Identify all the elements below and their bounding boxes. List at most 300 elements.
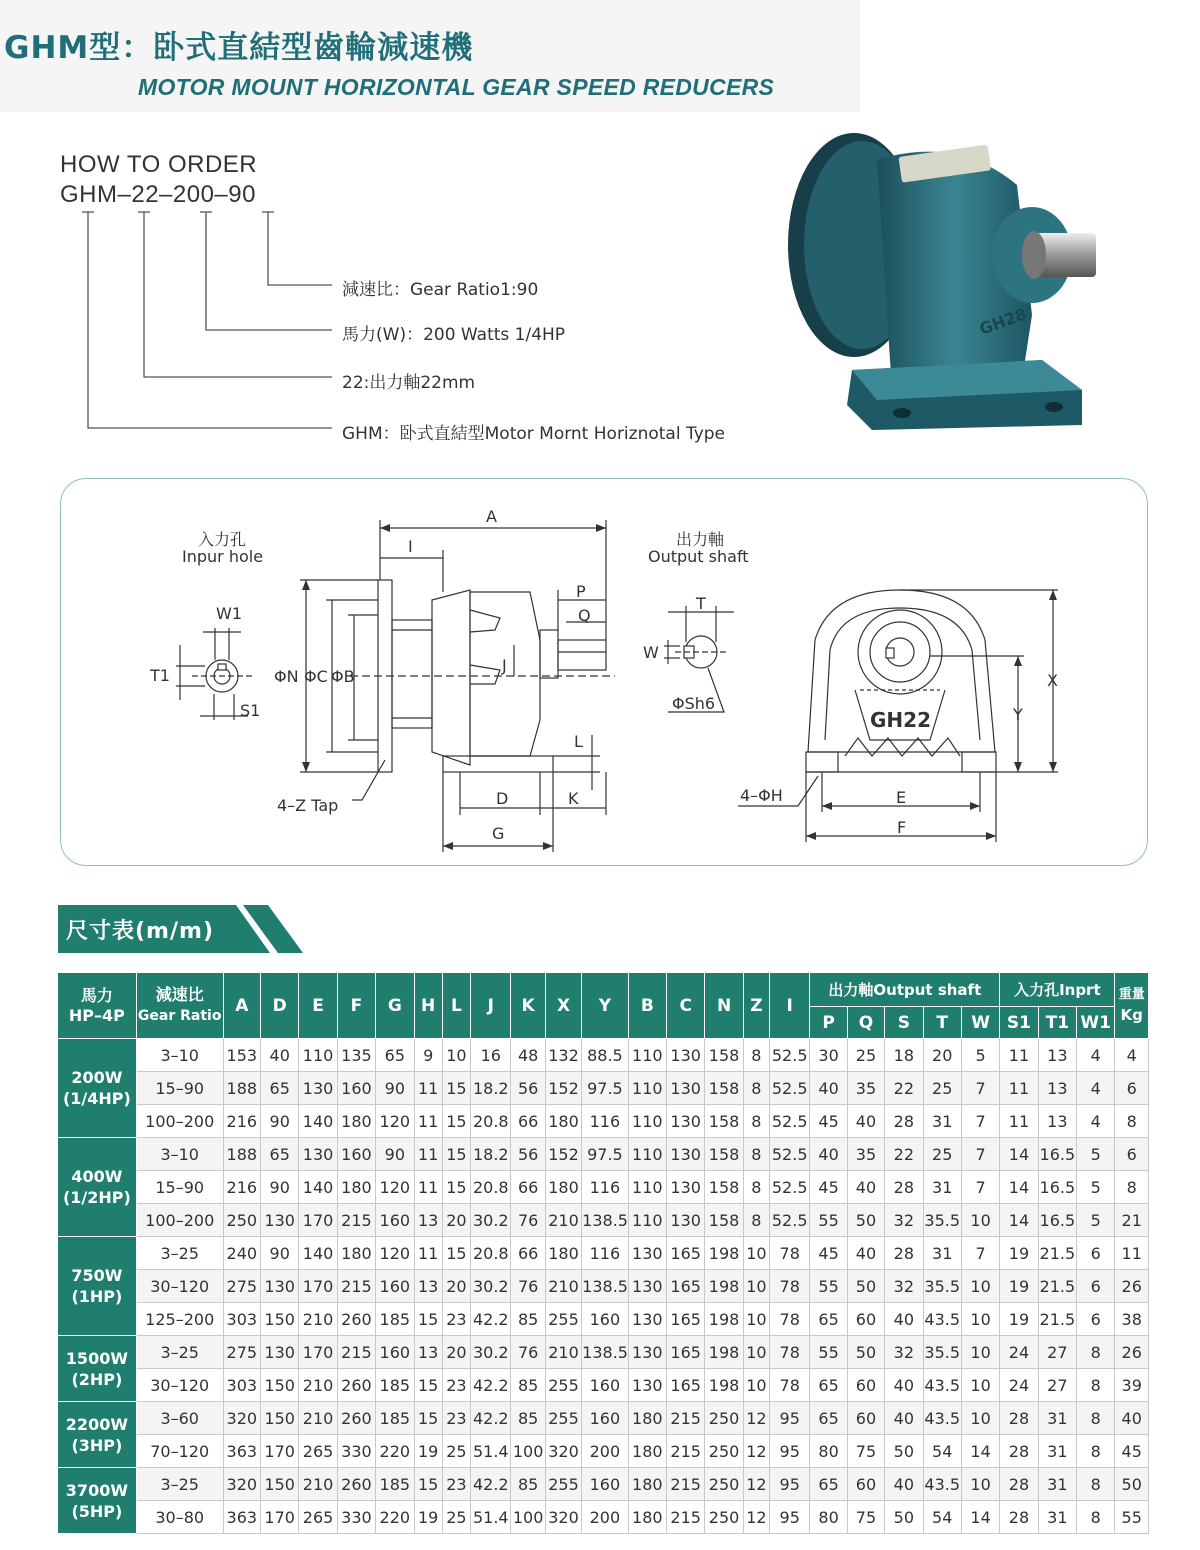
table-cell: 110 xyxy=(628,1105,666,1138)
table-cell: 180 xyxy=(337,1237,375,1270)
table-cell: 14 xyxy=(961,1435,999,1468)
table-cell: 38 xyxy=(1115,1303,1149,1336)
table-cell: 170 xyxy=(299,1270,337,1303)
table-cell: 255 xyxy=(545,1303,581,1336)
table-cell: 90 xyxy=(261,1237,299,1270)
table-cell: 23 xyxy=(442,1303,470,1336)
table-cell: 52.5 xyxy=(770,1072,810,1105)
table-cell: 215 xyxy=(337,1204,375,1237)
table-cell: 8 xyxy=(743,1072,769,1105)
table-cell: 60 xyxy=(847,1303,884,1336)
table-cell: 16 xyxy=(471,1039,511,1072)
table-cell: 30.2 xyxy=(471,1270,511,1303)
table-cell: 165 xyxy=(667,1369,705,1402)
dim-label-p: P xyxy=(576,582,586,601)
gear-ratio-cell: 3–60 xyxy=(136,1402,223,1435)
col-output: Q xyxy=(847,1007,884,1039)
output-shaft-en: Output shaft xyxy=(648,547,749,566)
table-cell: 85 xyxy=(511,1468,545,1501)
table-cell: 7 xyxy=(961,1171,999,1204)
hp-cell xyxy=(58,1336,137,1402)
gear-ratio-cell: 30–120 xyxy=(136,1369,223,1402)
table-cell: 50 xyxy=(847,1270,884,1303)
table-cell: 160 xyxy=(376,1336,414,1369)
table-cell: 200 xyxy=(582,1501,628,1534)
table-cell: 90 xyxy=(261,1105,299,1138)
table-cell: 52.5 xyxy=(770,1171,810,1204)
table-cell: 260 xyxy=(337,1402,375,1435)
table-cell: 10 xyxy=(961,1336,999,1369)
gear-ratio-cell: 30–120 xyxy=(136,1270,223,1303)
table-cell: 15 xyxy=(442,1138,470,1171)
col-output: P xyxy=(810,1007,847,1039)
hp-cell xyxy=(58,1468,137,1534)
table-cell: 95 xyxy=(770,1501,810,1534)
table-cell: 30 xyxy=(810,1039,847,1072)
col-output: W xyxy=(961,1007,999,1039)
hp-watts: 1500W xyxy=(65,1348,128,1368)
table-cell: 170 xyxy=(299,1204,337,1237)
table-cell: 55 xyxy=(810,1270,847,1303)
table-cell: 20 xyxy=(442,1204,470,1237)
col-output: T xyxy=(923,1007,961,1039)
table-cell: 7 xyxy=(961,1105,999,1138)
table-cell: 130 xyxy=(667,1105,705,1138)
table-cell: 7 xyxy=(961,1072,999,1105)
table-cell: 132 xyxy=(545,1039,581,1072)
table-cell: 76 xyxy=(511,1336,545,1369)
table-cell: 13 xyxy=(1038,1072,1076,1105)
table-cell: 255 xyxy=(545,1369,581,1402)
table-row xyxy=(58,1303,1149,1336)
table-cell: 95 xyxy=(770,1435,810,1468)
gear-ratio-cell: 100–200 xyxy=(136,1204,223,1237)
table-cell: 11 xyxy=(1115,1237,1149,1270)
table-cell: 40 xyxy=(847,1105,884,1138)
dim-label-s1: S1 xyxy=(240,701,261,720)
table-cell: 85 xyxy=(511,1369,545,1402)
table-cell: 10 xyxy=(743,1270,769,1303)
table-cell: 116 xyxy=(582,1237,628,1270)
table-cell: 8 xyxy=(1115,1171,1149,1204)
table-cell: 8 xyxy=(1077,1402,1115,1435)
table-row xyxy=(58,1237,1149,1270)
table-cell: 20 xyxy=(442,1336,470,1369)
table-cell: 40 xyxy=(847,1237,884,1270)
table-cell: 12 xyxy=(743,1468,769,1501)
table-cell: 110 xyxy=(628,1039,666,1072)
table-cell: 40 xyxy=(885,1468,923,1501)
table-cell: 50 xyxy=(847,1336,884,1369)
table-cell: 6 xyxy=(1115,1072,1149,1105)
table-cell: 21.5 xyxy=(1038,1270,1076,1303)
table-cell: 45 xyxy=(810,1105,847,1138)
table-cell: 32 xyxy=(885,1336,923,1369)
table-row xyxy=(58,1270,1149,1303)
table-cell: 50 xyxy=(847,1204,884,1237)
table-cell: 250 xyxy=(705,1435,743,1468)
table-cell: 11 xyxy=(414,1072,442,1105)
table-cell: 275 xyxy=(223,1270,260,1303)
table-cell: 8 xyxy=(743,1105,769,1138)
table-cell: 20.8 xyxy=(471,1105,511,1138)
table-cell: 130 xyxy=(667,1039,705,1072)
table-cell: 15 xyxy=(414,1369,442,1402)
table-cell: 6 xyxy=(1077,1303,1115,1336)
table-cell: 8 xyxy=(1077,1435,1115,1468)
table-cell: 50 xyxy=(1115,1468,1149,1501)
table-cell: 40 xyxy=(261,1039,299,1072)
table-cell: 65 xyxy=(376,1039,414,1072)
table-cell: 19 xyxy=(1000,1237,1038,1270)
table-cell: 65 xyxy=(261,1138,299,1171)
table-cell: 19 xyxy=(1000,1303,1038,1336)
gear-ratio-cell: 3–25 xyxy=(136,1237,223,1270)
table-cell: 210 xyxy=(299,1369,337,1402)
table-cell: 43.5 xyxy=(923,1468,961,1501)
col-hp xyxy=(58,973,137,1039)
col-dim: N xyxy=(705,973,743,1039)
col-weight xyxy=(1115,973,1149,1039)
table-cell: 158 xyxy=(705,1171,743,1204)
table-cell: 25 xyxy=(923,1072,961,1105)
table-cell: 21 xyxy=(1115,1204,1149,1237)
order-code: GHM–22–200–90 xyxy=(60,181,256,208)
table-cell: 10 xyxy=(961,1303,999,1336)
table-cell: 78 xyxy=(770,1237,810,1270)
table-cell: 60 xyxy=(847,1369,884,1402)
table-cell: 16.5 xyxy=(1038,1204,1076,1237)
table-cell: 66 xyxy=(511,1171,545,1204)
col-group-input-hole: 入力孔Inprt xyxy=(1000,973,1115,1007)
table-cell: 210 xyxy=(299,1303,337,1336)
table-cell: 138.5 xyxy=(582,1270,628,1303)
dim-label-j: J xyxy=(502,656,507,675)
dimension-table-body xyxy=(58,1039,1149,1534)
table-cell: 9 xyxy=(414,1039,442,1072)
table-cell: 13 xyxy=(414,1204,442,1237)
hp-horsepower: (1HP) xyxy=(71,1287,123,1306)
table-cell: 24 xyxy=(1000,1336,1038,1369)
table-cell: 255 xyxy=(545,1468,581,1501)
table-cell: 31 xyxy=(923,1171,961,1204)
table-cell: 48 xyxy=(511,1039,545,1072)
table-cell: 8 xyxy=(1077,1468,1115,1501)
table-cell: 88.5 xyxy=(582,1039,628,1072)
dim-label-i: I xyxy=(408,537,413,556)
table-cell: 260 xyxy=(337,1468,375,1501)
table-cell: 110 xyxy=(628,1204,666,1237)
table-cell: 21.5 xyxy=(1038,1303,1076,1336)
table-cell: 45 xyxy=(1115,1435,1149,1468)
table-cell: 110 xyxy=(628,1171,666,1204)
table-cell: 90 xyxy=(376,1072,414,1105)
col-input: W1 xyxy=(1077,1007,1115,1039)
table-cell: 158 xyxy=(705,1138,743,1171)
col-dim: X xyxy=(545,973,581,1039)
table-cell: 15 xyxy=(414,1468,442,1501)
table-cell: 39 xyxy=(1115,1369,1149,1402)
table-cell: 13 xyxy=(414,1270,442,1303)
table-cell: 12 xyxy=(743,1501,769,1534)
table-cell: 160 xyxy=(337,1138,375,1171)
gear-ratio-cell: 15–90 xyxy=(136,1072,223,1105)
table-cell: 160 xyxy=(582,1369,628,1402)
col-dim: D xyxy=(261,973,299,1039)
col-weight-unit: Kg xyxy=(1120,1005,1143,1024)
table-cell: 32 xyxy=(885,1270,923,1303)
table-cell: 210 xyxy=(545,1270,581,1303)
table-cell: 7 xyxy=(961,1138,999,1171)
table-cell: 150 xyxy=(261,1402,299,1435)
gear-ratio-cell: 15–90 xyxy=(136,1171,223,1204)
dim-label-z-tap: 4–Z Tap xyxy=(277,796,339,815)
table-cell: 95 xyxy=(770,1402,810,1435)
table-row xyxy=(58,1435,1149,1468)
table-cell: 60 xyxy=(847,1468,884,1501)
table-row xyxy=(58,1468,1149,1501)
table-cell: 25 xyxy=(923,1138,961,1171)
table-cell: 198 xyxy=(705,1369,743,1402)
input-hole-cn: 入力孔 xyxy=(198,530,247,549)
table-cell: 188 xyxy=(223,1138,260,1171)
table-cell: 31 xyxy=(923,1105,961,1138)
dim-label-f: F xyxy=(897,818,907,837)
table-cell: 8 xyxy=(1077,1501,1115,1534)
table-cell: 180 xyxy=(628,1435,666,1468)
table-cell: 135 xyxy=(337,1039,375,1072)
table-cell: 158 xyxy=(705,1072,743,1105)
table-cell: 215 xyxy=(337,1336,375,1369)
table-cell: 216 xyxy=(223,1171,260,1204)
hp-horsepower: (3HP) xyxy=(71,1435,123,1455)
table-cell: 250 xyxy=(705,1501,743,1534)
table-cell: 32 xyxy=(885,1204,923,1237)
table-cell: 78 xyxy=(770,1369,810,1402)
col-dim: A xyxy=(223,973,260,1039)
table-cell: 130 xyxy=(261,1204,299,1237)
table-cell: 215 xyxy=(667,1468,705,1501)
table-cell: 20.8 xyxy=(471,1237,511,1270)
model-label: GH22 xyxy=(870,708,931,732)
dim-label-w1: W1 xyxy=(216,604,242,623)
col-dim: Y xyxy=(582,973,628,1039)
table-cell: 28 xyxy=(1000,1468,1038,1501)
table-cell: 160 xyxy=(582,1468,628,1501)
table-cell: 28 xyxy=(1000,1501,1038,1534)
table-cell: 31 xyxy=(1038,1501,1076,1534)
dim-label-e: E xyxy=(896,788,907,807)
table-cell: 8 xyxy=(743,1171,769,1204)
table-cell: 220 xyxy=(376,1435,414,1468)
table-cell: 85 xyxy=(511,1402,545,1435)
hp-cell xyxy=(58,1039,137,1138)
table-cell: 55 xyxy=(1115,1501,1149,1534)
order-heading: HOW TO ORDER xyxy=(60,151,258,178)
table-cell: 210 xyxy=(545,1204,581,1237)
table-cell: 42.2 xyxy=(471,1468,511,1501)
table-cell: 55 xyxy=(810,1204,847,1237)
table-cell: 8 xyxy=(1115,1105,1149,1138)
table-cell: 35.5 xyxy=(923,1270,961,1303)
table-cell: 14 xyxy=(1000,1204,1038,1237)
table-cell: 260 xyxy=(337,1303,375,1336)
col-ratio xyxy=(136,973,223,1039)
dim-label-c: ΦC xyxy=(304,667,328,686)
table-cell: 185 xyxy=(376,1402,414,1435)
col-output: S xyxy=(885,1007,923,1039)
table-cell: 26 xyxy=(1115,1270,1149,1303)
table-cell: 31 xyxy=(1038,1435,1076,1468)
table-cell: 170 xyxy=(261,1435,299,1468)
table-cell: 20 xyxy=(923,1039,961,1072)
table-cell: 116 xyxy=(582,1171,628,1204)
table-row xyxy=(58,1105,1149,1138)
table-cell: 19 xyxy=(414,1435,442,1468)
table-cell: 18 xyxy=(885,1039,923,1072)
table-cell: 75 xyxy=(847,1501,884,1534)
gear-ratio-cell: 3–25 xyxy=(136,1336,223,1369)
order-ratio-label: 減速比：Gear Ratio1:90 xyxy=(342,280,539,300)
dim-label-t1: T1 xyxy=(150,666,170,685)
order-power-label: 馬力(W)：200 Watts 1/4HP xyxy=(342,325,566,345)
table-cell: 25 xyxy=(442,1501,470,1534)
table-cell: 52.5 xyxy=(770,1138,810,1171)
dim-label-t: T xyxy=(696,594,706,613)
table-cell: 23 xyxy=(442,1369,470,1402)
table-cell: 140 xyxy=(299,1237,337,1270)
table-cell: 78 xyxy=(770,1303,810,1336)
table-cell: 11 xyxy=(414,1105,442,1138)
table-cell: 19 xyxy=(1000,1270,1038,1303)
table-cell: 160 xyxy=(582,1402,628,1435)
dim-label-y: Y xyxy=(1013,705,1023,724)
table-cell: 65 xyxy=(261,1072,299,1105)
table-cell: 130 xyxy=(299,1072,337,1105)
table-cell: 31 xyxy=(1038,1402,1076,1435)
table-cell: 76 xyxy=(511,1204,545,1237)
table-cell: 180 xyxy=(628,1402,666,1435)
table-cell: 12 xyxy=(743,1402,769,1435)
table-cell: 216 xyxy=(223,1105,260,1138)
dim-label-b: ΦB xyxy=(331,667,355,686)
table-cell: 15 xyxy=(442,1072,470,1105)
table-cell: 10 xyxy=(961,1468,999,1501)
table-cell: 22 xyxy=(885,1072,923,1105)
table-cell: 363 xyxy=(223,1501,260,1534)
col-input: T1 xyxy=(1038,1007,1076,1039)
table-cell: 10 xyxy=(961,1369,999,1402)
table-cell: 303 xyxy=(223,1369,260,1402)
table-cell: 11 xyxy=(1000,1072,1038,1105)
table-cell: 7 xyxy=(961,1237,999,1270)
table-cell: 8 xyxy=(743,1138,769,1171)
table-cell: 188 xyxy=(223,1072,260,1105)
table-cell: 4 xyxy=(1115,1039,1149,1072)
hp-cell xyxy=(58,1138,137,1237)
table-cell: 40 xyxy=(885,1369,923,1402)
table-cell: 180 xyxy=(628,1501,666,1534)
col-hp-en: HP–4P xyxy=(68,1005,125,1025)
table-row xyxy=(58,1336,1149,1369)
table-cell: 320 xyxy=(545,1501,581,1534)
dim-label-n: ΦN xyxy=(274,667,299,686)
table-cell: 90 xyxy=(376,1138,414,1171)
table-cell: 80 xyxy=(810,1501,847,1534)
table-cell: 15 xyxy=(442,1105,470,1138)
table-cell: 153 xyxy=(223,1039,260,1072)
table-row xyxy=(58,1402,1149,1435)
table-cell: 11 xyxy=(1000,1039,1038,1072)
hp-watts: 3700W xyxy=(65,1480,128,1500)
col-dim: J xyxy=(471,973,511,1039)
table-cell: 42.2 xyxy=(471,1402,511,1435)
input-hole-en: Inpur hole xyxy=(182,547,264,566)
table-cell: 16.5 xyxy=(1038,1171,1076,1204)
table-cell: 28 xyxy=(1000,1435,1038,1468)
table-cell: 55 xyxy=(810,1336,847,1369)
table-row xyxy=(58,1501,1149,1534)
hp-horsepower: (2HP) xyxy=(71,1369,123,1389)
table-cell: 185 xyxy=(376,1369,414,1402)
table-cell: 30.2 xyxy=(471,1204,511,1237)
table-cell: 31 xyxy=(1038,1468,1076,1501)
table-cell: 13 xyxy=(1038,1039,1076,1072)
table-cell: 215 xyxy=(337,1270,375,1303)
table-cell: 160 xyxy=(376,1204,414,1237)
table-cell: 43.5 xyxy=(923,1303,961,1336)
col-weight-cn: 重量 xyxy=(1118,986,1145,1002)
table-cell: 160 xyxy=(376,1270,414,1303)
table-cell: 100 xyxy=(511,1501,545,1534)
table-row xyxy=(58,1072,1149,1105)
hp-watts: 750W xyxy=(71,1266,123,1285)
dim-label-l: L xyxy=(574,732,583,751)
table-cell: 97.5 xyxy=(582,1072,628,1105)
table-cell: 52.5 xyxy=(770,1204,810,1237)
table-cell: 150 xyxy=(261,1468,299,1501)
table-cell: 40 xyxy=(885,1303,923,1336)
table-cell: 66 xyxy=(511,1105,545,1138)
table-cell: 185 xyxy=(376,1303,414,1336)
dim-label-w: W xyxy=(643,643,659,662)
table-cell: 320 xyxy=(223,1468,260,1501)
table-cell: 8 xyxy=(743,1204,769,1237)
output-shaft-cn: 出力軸 xyxy=(676,530,725,549)
table-cell: 10 xyxy=(743,1237,769,1270)
table-cell: 165 xyxy=(667,1237,705,1270)
table-cell: 210 xyxy=(299,1402,337,1435)
table-cell: 265 xyxy=(299,1435,337,1468)
table-cell: 185 xyxy=(376,1468,414,1501)
hp-watts: 400W xyxy=(71,1167,123,1186)
col-group-output-shaft: 出力軸Output shaft xyxy=(810,973,1000,1007)
col-hp-cn: 馬力 xyxy=(80,985,113,1005)
table-cell: 26 xyxy=(1115,1336,1149,1369)
table-cell: 198 xyxy=(705,1270,743,1303)
table-cell: 40 xyxy=(885,1402,923,1435)
table-cell: 28 xyxy=(885,1237,923,1270)
gear-ratio-cell: 100–200 xyxy=(136,1105,223,1138)
table-cell: 12 xyxy=(743,1435,769,1468)
table-cell: 14 xyxy=(1000,1138,1038,1171)
table-cell: 180 xyxy=(545,1105,581,1138)
table-cell: 170 xyxy=(261,1501,299,1534)
table-cell: 165 xyxy=(667,1336,705,1369)
table-cell: 130 xyxy=(299,1138,337,1171)
table-cell: 255 xyxy=(545,1402,581,1435)
col-ratio-cn: 減速比 xyxy=(155,985,204,1004)
